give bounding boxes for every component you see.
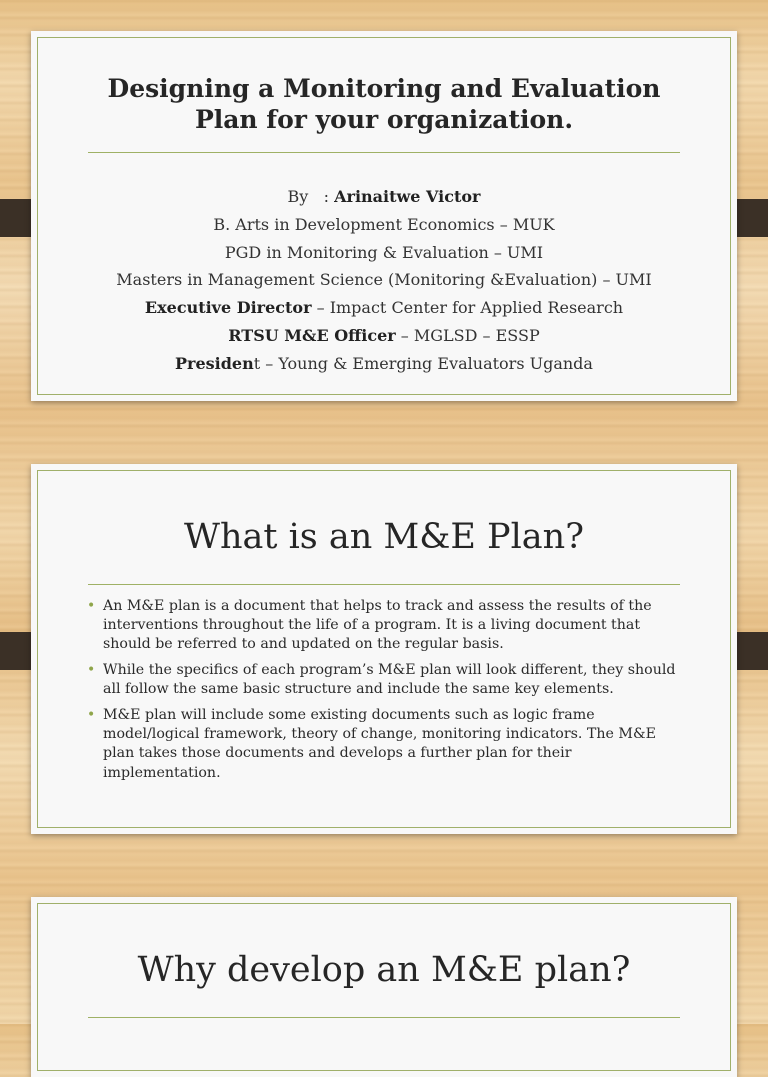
role-3-org: t – Young & Emerging Evaluators Uganda [253,353,593,373]
role-3 [41,350,727,378]
credential-3: Masters in Management Science (Monitoring &Evaluation) – UMI [116,270,652,290]
slide-2-bullet-list [87,597,685,789]
slide-1 [31,31,737,401]
author-name: Arinaitwe Victor [334,187,481,206]
bullet-icon: • [87,598,96,614]
credential-2: PGD in Monitoring & Evaluation – UMI [224,242,544,262]
slide-1-credits [41,183,727,378]
by-label: By : [287,187,329,206]
role-2-title: RTSU M&E Officer [228,325,396,345]
author-line [41,183,727,211]
slide-2-divider [88,584,680,585]
slide-2 [31,464,737,834]
bullet-icon: • [87,707,96,724]
slide-3-divider [88,1017,680,1018]
bullet-icon: • [87,662,96,679]
bullet-item-2 [87,661,685,699]
slide-2-title: What is an M&E Plan? [184,517,584,557]
role-2-org: – MGLSD – ESSP [395,325,540,345]
role-1 [41,294,727,322]
slide-1-divider [88,152,680,153]
bullet-item-3 [87,706,685,783]
bullet-text-3: M&E plan will include some existing documents such as logic frame model/logical framework, theory of change, monitoring indicators. The M&E plan takes those documents and develops a further plan for their implementation. [103,707,656,781]
slide-1-title-line-2: Plan for your organization. [194,105,574,134]
slide-3 [31,897,737,1077]
slide-1-title-line-1: Designing a Monitoring and Evaluation [107,74,661,103]
role-1-org: – Impact Center for Applied Research [311,298,624,318]
slide-1-title [51,73,717,135]
bullet-text-2: While the specifics of each program’s M&E plan will look different, they should all follow the same basic structure and include the same key elements. [103,662,676,698]
slide-3-title: Why develop an M&E plan? [137,950,631,990]
bullet-text-1: An M&E plan is a document that helps to track and assess the results of the interventions throughout the life of a program. It is a living document that should be referred to and updated on the regular basis. [103,598,652,653]
bullet-item-1 [87,597,685,655]
credential-1: B. Arts in Development Economics – MUK [213,214,555,234]
role-1-title: Executive Director [144,298,312,318]
role-2 [41,322,727,350]
role-3-title: Presiden [175,353,254,373]
